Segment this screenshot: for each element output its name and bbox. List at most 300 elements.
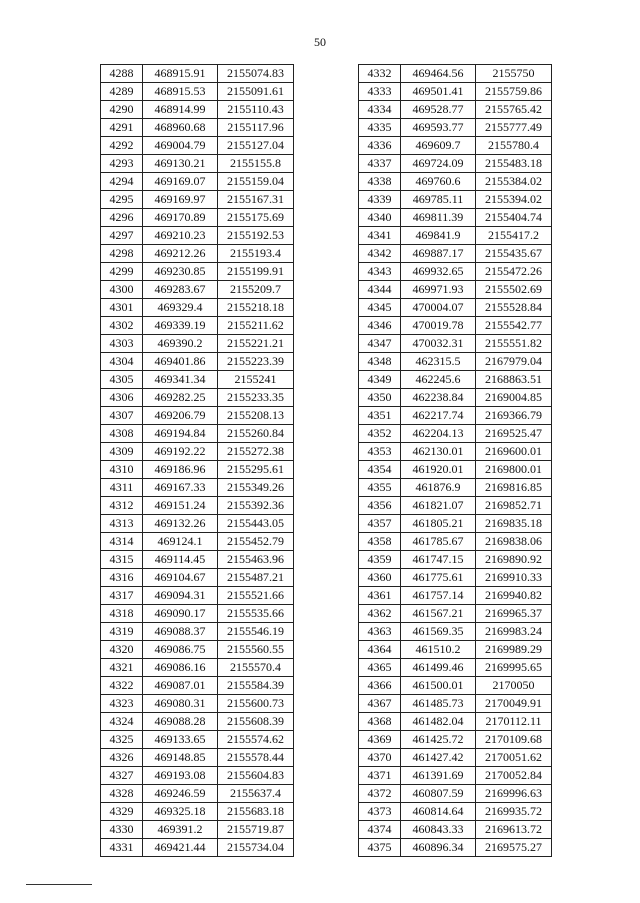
- table-row: [101, 641, 294, 659]
- point-number-cell: 4335: [359, 119, 401, 137]
- x-coordinate-cell: 462315.5: [401, 353, 476, 371]
- point-number-cell: 4369: [359, 731, 401, 749]
- point-number-cell: 4293: [101, 155, 143, 173]
- table-row: [359, 623, 552, 641]
- point-number-cell: 4346: [359, 317, 401, 335]
- table-row: [101, 371, 294, 389]
- x-coordinate-cell: 469230.85: [143, 263, 218, 281]
- y-coordinate-cell: 2170112.11: [476, 713, 552, 731]
- table-row: [359, 803, 552, 821]
- y-coordinate-cell: 2155578.44: [218, 749, 294, 767]
- y-coordinate-cell: 2155759.86: [476, 83, 552, 101]
- point-number-cell: 4333: [359, 83, 401, 101]
- point-number-cell: 4292: [101, 137, 143, 155]
- x-coordinate-cell: 469501.41: [401, 83, 476, 101]
- x-coordinate-cell: 469132.26: [143, 515, 218, 533]
- x-coordinate-cell: 469246.59: [143, 785, 218, 803]
- table-row: [101, 569, 294, 587]
- y-coordinate-cell: 2155463.96: [218, 551, 294, 569]
- table-row: [359, 821, 552, 839]
- table-row: [359, 227, 552, 245]
- y-coordinate-cell: 2155192.53: [218, 227, 294, 245]
- table-row: [101, 713, 294, 731]
- point-number-cell: 4353: [359, 443, 401, 461]
- x-coordinate-cell: 469724.09: [401, 155, 476, 173]
- y-coordinate-cell: 2155091.61: [218, 83, 294, 101]
- point-number-cell: 4315: [101, 551, 143, 569]
- table-row: [359, 353, 552, 371]
- table-row: [101, 245, 294, 263]
- table-row: [359, 443, 552, 461]
- point-number-cell: 4372: [359, 785, 401, 803]
- point-number-cell: 4325: [101, 731, 143, 749]
- point-number-cell: 4308: [101, 425, 143, 443]
- point-number-cell: 4300: [101, 281, 143, 299]
- y-coordinate-cell: 2155683.18: [218, 803, 294, 821]
- table-row: [359, 749, 552, 767]
- coordinates-table-right: [358, 64, 552, 857]
- table-row: [359, 281, 552, 299]
- y-coordinate-cell: 2155295.61: [218, 461, 294, 479]
- x-coordinate-cell: 468915.53: [143, 83, 218, 101]
- point-number-cell: 4354: [359, 461, 401, 479]
- y-coordinate-cell: 2155127.04: [218, 137, 294, 155]
- table-row: [359, 839, 552, 857]
- point-number-cell: 4361: [359, 587, 401, 605]
- point-number-cell: 4358: [359, 533, 401, 551]
- x-coordinate-cell: 461391.69: [401, 767, 476, 785]
- point-number-cell: 4339: [359, 191, 401, 209]
- y-coordinate-cell: 2155392.36: [218, 497, 294, 515]
- point-number-cell: 4330: [101, 821, 143, 839]
- point-number-cell: 4312: [101, 497, 143, 515]
- y-coordinate-cell: 2155221.21: [218, 335, 294, 353]
- table-row: [101, 515, 294, 533]
- point-number-cell: 4307: [101, 407, 143, 425]
- x-coordinate-cell: 469932.65: [401, 263, 476, 281]
- y-coordinate-cell: 2169965.37: [476, 605, 552, 623]
- y-coordinate-cell: 2155600.73: [218, 695, 294, 713]
- point-number-cell: 4340: [359, 209, 401, 227]
- x-coordinate-cell: 469329.4: [143, 299, 218, 317]
- table-row: [359, 641, 552, 659]
- table-row: [359, 497, 552, 515]
- y-coordinate-cell: 2155417.2: [476, 227, 552, 245]
- x-coordinate-cell: 462217.74: [401, 407, 476, 425]
- table-row: [359, 551, 552, 569]
- x-coordinate-cell: 469148.85: [143, 749, 218, 767]
- point-number-cell: 4348: [359, 353, 401, 371]
- y-coordinate-cell: 2155637.4: [218, 785, 294, 803]
- y-coordinate-cell: 2167979.04: [476, 353, 552, 371]
- table-row: [101, 623, 294, 641]
- x-coordinate-cell: 469130.21: [143, 155, 218, 173]
- table-row: [359, 65, 552, 83]
- point-number-cell: 4344: [359, 281, 401, 299]
- x-coordinate-cell: 461482.04: [401, 713, 476, 731]
- point-number-cell: 4296: [101, 209, 143, 227]
- point-number-cell: 4347: [359, 335, 401, 353]
- table-row: [101, 155, 294, 173]
- y-coordinate-cell: 2155750: [476, 65, 552, 83]
- point-number-cell: 4327: [101, 767, 143, 785]
- point-number-cell: 4321: [101, 659, 143, 677]
- point-number-cell: 4355: [359, 479, 401, 497]
- y-coordinate-cell: 2169983.24: [476, 623, 552, 641]
- point-number-cell: 4331: [101, 839, 143, 857]
- table-row: [101, 731, 294, 749]
- table-row: [359, 785, 552, 803]
- y-coordinate-cell: 2169816.85: [476, 479, 552, 497]
- table-row: [359, 479, 552, 497]
- table-row: [101, 479, 294, 497]
- x-coordinate-cell: 469133.65: [143, 731, 218, 749]
- x-coordinate-cell: 469090.17: [143, 605, 218, 623]
- y-coordinate-cell: 2155719.87: [218, 821, 294, 839]
- x-coordinate-cell: 460814.64: [401, 803, 476, 821]
- table-row: [101, 353, 294, 371]
- x-coordinate-cell: 469167.33: [143, 479, 218, 497]
- point-number-cell: 4336: [359, 137, 401, 155]
- x-coordinate-cell: 469169.97: [143, 191, 218, 209]
- x-coordinate-cell: 460807.59: [401, 785, 476, 803]
- table-row: [101, 461, 294, 479]
- point-number-cell: 4320: [101, 641, 143, 659]
- table-row: [101, 209, 294, 227]
- table-row: [359, 101, 552, 119]
- x-coordinate-cell: 469151.24: [143, 497, 218, 515]
- table-row: [101, 785, 294, 803]
- y-coordinate-cell: 2155159.04: [218, 173, 294, 191]
- table-row: [101, 335, 294, 353]
- table-row: [101, 101, 294, 119]
- table-row: [359, 371, 552, 389]
- page-number: 50: [314, 35, 326, 49]
- x-coordinate-cell: 462204.13: [401, 425, 476, 443]
- table-row: [101, 443, 294, 461]
- y-coordinate-cell: 2155233.35: [218, 389, 294, 407]
- y-coordinate-cell: 2155560.55: [218, 641, 294, 659]
- point-number-cell: 4360: [359, 569, 401, 587]
- table-row: [359, 317, 552, 335]
- table-row: [101, 821, 294, 839]
- y-coordinate-cell: 2170049.91: [476, 695, 552, 713]
- x-coordinate-cell: 461500.01: [401, 677, 476, 695]
- point-number-cell: 4373: [359, 803, 401, 821]
- x-coordinate-cell: 469760.6: [401, 173, 476, 191]
- point-number-cell: 4322: [101, 677, 143, 695]
- y-coordinate-cell: 2155208.13: [218, 407, 294, 425]
- table-row: [359, 407, 552, 425]
- point-number-cell: 4294: [101, 173, 143, 191]
- x-coordinate-cell: 462238.84: [401, 389, 476, 407]
- y-coordinate-cell: 2155155.8: [218, 155, 294, 173]
- x-coordinate-cell: 469194.84: [143, 425, 218, 443]
- x-coordinate-cell: 461757.14: [401, 587, 476, 605]
- table-row: [359, 137, 552, 155]
- y-coordinate-cell: 2155218.18: [218, 299, 294, 317]
- table-row: [359, 155, 552, 173]
- x-coordinate-cell: 469186.96: [143, 461, 218, 479]
- y-coordinate-cell: 2155574.62: [218, 731, 294, 749]
- x-coordinate-cell: 461876.9: [401, 479, 476, 497]
- point-number-cell: 4368: [359, 713, 401, 731]
- table-row: [101, 605, 294, 623]
- y-coordinate-cell: 2169613.72: [476, 821, 552, 839]
- x-coordinate-cell: 469193.08: [143, 767, 218, 785]
- y-coordinate-cell: 2170052.84: [476, 767, 552, 785]
- point-number-cell: 4337: [359, 155, 401, 173]
- point-number-cell: 4338: [359, 173, 401, 191]
- point-number-cell: 4356: [359, 497, 401, 515]
- x-coordinate-cell: 469004.79: [143, 137, 218, 155]
- x-coordinate-cell: 469341.34: [143, 371, 218, 389]
- point-number-cell: 4288: [101, 65, 143, 83]
- x-coordinate-cell: 461775.61: [401, 569, 476, 587]
- table-row: [101, 407, 294, 425]
- x-coordinate-cell: 469169.07: [143, 173, 218, 191]
- point-number-cell: 4311: [101, 479, 143, 497]
- x-coordinate-cell: 469841.9: [401, 227, 476, 245]
- x-coordinate-cell: 469124.1: [143, 533, 218, 551]
- y-coordinate-cell: 2155175.69: [218, 209, 294, 227]
- point-number-cell: 4295: [101, 191, 143, 209]
- y-coordinate-cell: 2155443.05: [218, 515, 294, 533]
- table-row: [101, 317, 294, 335]
- point-number-cell: 4309: [101, 443, 143, 461]
- table-row: [359, 533, 552, 551]
- table-row: [359, 587, 552, 605]
- table-row: [359, 173, 552, 191]
- table-row: [101, 191, 294, 209]
- table-row: [359, 695, 552, 713]
- y-coordinate-cell: 2155272.38: [218, 443, 294, 461]
- y-coordinate-cell: 2155608.39: [218, 713, 294, 731]
- x-coordinate-cell: 469282.25: [143, 389, 218, 407]
- table-row: [359, 515, 552, 533]
- x-coordinate-cell: 468960.68: [143, 119, 218, 137]
- point-number-cell: 4362: [359, 605, 401, 623]
- y-coordinate-cell: 2169995.65: [476, 659, 552, 677]
- y-coordinate-cell: 2155521.66: [218, 587, 294, 605]
- x-coordinate-cell: 469464.56: [401, 65, 476, 83]
- y-coordinate-cell: 2169910.33: [476, 569, 552, 587]
- point-number-cell: 4328: [101, 785, 143, 803]
- y-coordinate-cell: 2155404.74: [476, 209, 552, 227]
- point-number-cell: 4303: [101, 335, 143, 353]
- x-coordinate-cell: 469192.22: [143, 443, 218, 461]
- point-number-cell: 4343: [359, 263, 401, 281]
- y-coordinate-cell: 2169989.29: [476, 641, 552, 659]
- point-number-cell: 4363: [359, 623, 401, 641]
- point-number-cell: 4334: [359, 101, 401, 119]
- y-coordinate-cell: 2169852.71: [476, 497, 552, 515]
- y-coordinate-cell: 2170109.68: [476, 731, 552, 749]
- point-number-cell: 4323: [101, 695, 143, 713]
- point-number-cell: 4349: [359, 371, 401, 389]
- y-coordinate-cell: 2155487.21: [218, 569, 294, 587]
- point-number-cell: 4326: [101, 749, 143, 767]
- y-coordinate-cell: 2170050: [476, 677, 552, 695]
- y-coordinate-cell: 2169838.06: [476, 533, 552, 551]
- y-coordinate-cell: 2155435.67: [476, 245, 552, 263]
- y-coordinate-cell: 2155604.83: [218, 767, 294, 785]
- point-number-cell: 4374: [359, 821, 401, 839]
- x-coordinate-cell: 469088.37: [143, 623, 218, 641]
- y-coordinate-cell: 2155472.26: [476, 263, 552, 281]
- x-coordinate-cell: 469391.2: [143, 821, 218, 839]
- table-row: [359, 119, 552, 137]
- x-coordinate-cell: 470019.78: [401, 317, 476, 335]
- table-row: [359, 713, 552, 731]
- point-number-cell: 4289: [101, 83, 143, 101]
- table-row: [101, 551, 294, 569]
- table-row: [359, 209, 552, 227]
- x-coordinate-cell: 461425.72: [401, 731, 476, 749]
- x-coordinate-cell: 469088.28: [143, 713, 218, 731]
- x-coordinate-cell: 469283.67: [143, 281, 218, 299]
- y-coordinate-cell: 2155483.18: [476, 155, 552, 173]
- y-coordinate-cell: 2169600.01: [476, 443, 552, 461]
- y-coordinate-cell: 2155546.19: [218, 623, 294, 641]
- table-row: [101, 137, 294, 155]
- x-coordinate-cell: 469609.7: [401, 137, 476, 155]
- y-coordinate-cell: 2169575.27: [476, 839, 552, 857]
- x-coordinate-cell: 469887.17: [401, 245, 476, 263]
- table-row: [359, 425, 552, 443]
- table-row: [359, 569, 552, 587]
- point-number-cell: 4371: [359, 767, 401, 785]
- y-coordinate-cell: 2169935.72: [476, 803, 552, 821]
- point-number-cell: 4375: [359, 839, 401, 857]
- y-coordinate-cell: 2155780.4: [476, 137, 552, 155]
- x-coordinate-cell: 469206.79: [143, 407, 218, 425]
- y-coordinate-cell: 2155211.62: [218, 317, 294, 335]
- table-row: [101, 83, 294, 101]
- table-row: [359, 83, 552, 101]
- x-coordinate-cell: 469212.26: [143, 245, 218, 263]
- x-coordinate-cell: 461499.46: [401, 659, 476, 677]
- table-row: [101, 839, 294, 857]
- point-number-cell: 4342: [359, 245, 401, 263]
- x-coordinate-cell: 470032.31: [401, 335, 476, 353]
- y-coordinate-cell: 2155241: [218, 371, 294, 389]
- point-number-cell: 4332: [359, 65, 401, 83]
- table-row: [101, 425, 294, 443]
- point-number-cell: 4317: [101, 587, 143, 605]
- coordinates-table-left: [100, 64, 294, 857]
- x-coordinate-cell: 469811.39: [401, 209, 476, 227]
- x-coordinate-cell: 469086.16: [143, 659, 218, 677]
- table-row: [101, 767, 294, 785]
- table-row: [101, 659, 294, 677]
- y-coordinate-cell: 2169800.01: [476, 461, 552, 479]
- x-coordinate-cell: 461821.07: [401, 497, 476, 515]
- point-number-cell: 4316: [101, 569, 143, 587]
- y-coordinate-cell: 2169366.79: [476, 407, 552, 425]
- x-coordinate-cell: 469210.23: [143, 227, 218, 245]
- point-number-cell: 4290: [101, 101, 143, 119]
- table-row: [359, 677, 552, 695]
- point-number-cell: 4370: [359, 749, 401, 767]
- point-number-cell: 4324: [101, 713, 143, 731]
- y-coordinate-cell: 2155777.49: [476, 119, 552, 137]
- y-coordinate-cell: 2169996.63: [476, 785, 552, 803]
- point-number-cell: 4341: [359, 227, 401, 245]
- point-number-cell: 4301: [101, 299, 143, 317]
- point-number-cell: 4302: [101, 317, 143, 335]
- point-number-cell: 4364: [359, 641, 401, 659]
- table-row: [101, 497, 294, 515]
- x-coordinate-cell: 462130.01: [401, 443, 476, 461]
- y-coordinate-cell: 2169004.85: [476, 389, 552, 407]
- table-row: [359, 659, 552, 677]
- x-coordinate-cell: 461805.21: [401, 515, 476, 533]
- table-row: [101, 65, 294, 83]
- table-row: [101, 299, 294, 317]
- y-coordinate-cell: 2155110.43: [218, 101, 294, 119]
- y-coordinate-cell: 2155452.79: [218, 533, 294, 551]
- x-coordinate-cell: 469087.01: [143, 677, 218, 695]
- x-coordinate-cell: 469325.18: [143, 803, 218, 821]
- point-number-cell: 4350: [359, 389, 401, 407]
- x-coordinate-cell: 469401.86: [143, 353, 218, 371]
- point-number-cell: 4291: [101, 119, 143, 137]
- x-coordinate-cell: 461747.15: [401, 551, 476, 569]
- y-coordinate-cell: 2155542.77: [476, 317, 552, 335]
- x-coordinate-cell: 469114.45: [143, 551, 218, 569]
- point-number-cell: 4297: [101, 227, 143, 245]
- table-row: [101, 533, 294, 551]
- x-coordinate-cell: 461510.2: [401, 641, 476, 659]
- y-coordinate-cell: 2155167.31: [218, 191, 294, 209]
- y-coordinate-cell: 2155584.39: [218, 677, 294, 695]
- y-coordinate-cell: 2155570.4: [218, 659, 294, 677]
- table-row: [101, 389, 294, 407]
- point-number-cell: 4352: [359, 425, 401, 443]
- y-coordinate-cell: 2169525.47: [476, 425, 552, 443]
- y-coordinate-cell: 2155117.96: [218, 119, 294, 137]
- point-number-cell: 4351: [359, 407, 401, 425]
- table-row: [359, 731, 552, 749]
- y-coordinate-cell: 2155528.84: [476, 299, 552, 317]
- point-number-cell: 4306: [101, 389, 143, 407]
- table-row: [359, 461, 552, 479]
- y-coordinate-cell: 2155199.91: [218, 263, 294, 281]
- point-number-cell: 4359: [359, 551, 401, 569]
- x-coordinate-cell: 468915.91: [143, 65, 218, 83]
- point-number-cell: 4357: [359, 515, 401, 533]
- y-coordinate-cell: 2169890.92: [476, 551, 552, 569]
- x-coordinate-cell: 461427.42: [401, 749, 476, 767]
- point-number-cell: 4345: [359, 299, 401, 317]
- x-coordinate-cell: 469528.77: [401, 101, 476, 119]
- y-coordinate-cell: 2155535.66: [218, 605, 294, 623]
- x-coordinate-cell: 469170.89: [143, 209, 218, 227]
- table-row: [359, 767, 552, 785]
- table-row: [101, 119, 294, 137]
- y-coordinate-cell: 2155223.39: [218, 353, 294, 371]
- x-coordinate-cell: 469339.19: [143, 317, 218, 335]
- y-coordinate-cell: 2155349.26: [218, 479, 294, 497]
- point-number-cell: 4313: [101, 515, 143, 533]
- y-coordinate-cell: 2155209.7: [218, 281, 294, 299]
- y-coordinate-cell: 2155502.69: [476, 281, 552, 299]
- x-coordinate-cell: 461785.67: [401, 533, 476, 551]
- x-coordinate-cell: 469421.44: [143, 839, 218, 857]
- table-row: [101, 677, 294, 695]
- x-coordinate-cell: 461569.35: [401, 623, 476, 641]
